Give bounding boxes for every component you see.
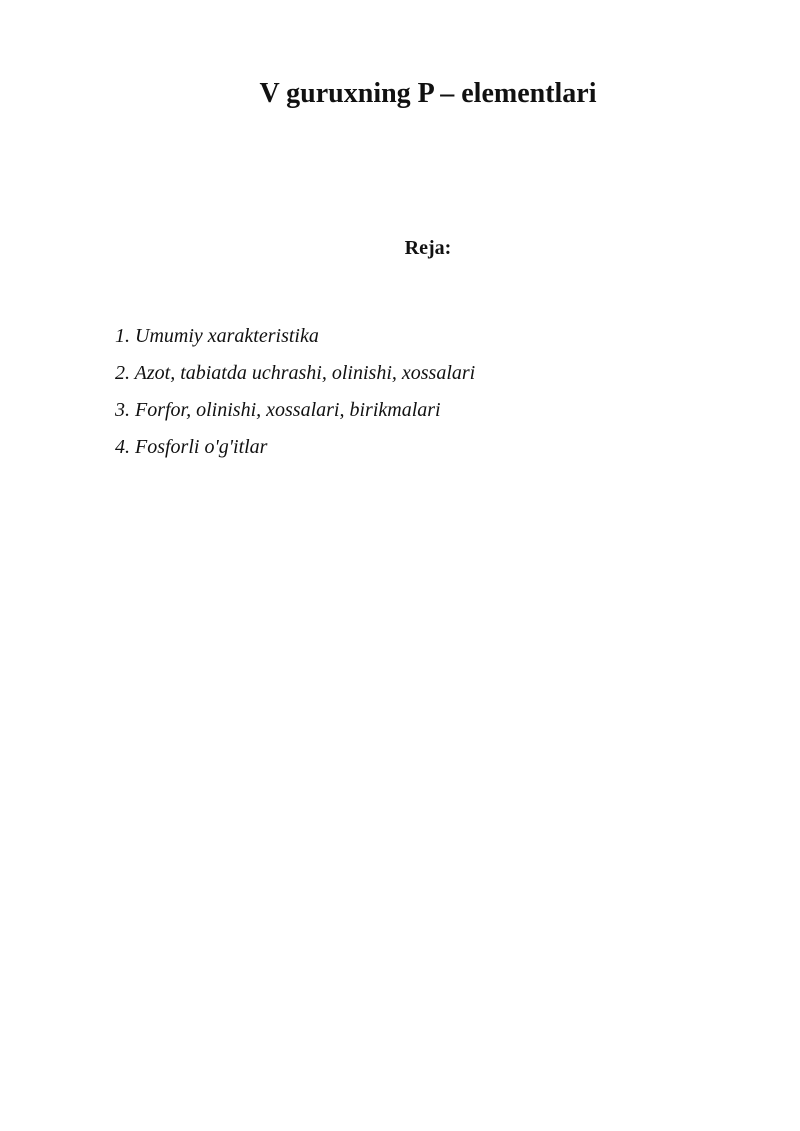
plan-heading: Reja: bbox=[404, 237, 452, 259]
document-title: V guruxning P – elementlari bbox=[259, 78, 597, 109]
plan-item-1: 1. Umumiy xarakteristika bbox=[115, 325, 319, 347]
plan-item-4: 4. Fosforli o'g'itlar bbox=[115, 436, 268, 458]
plan-list bbox=[115, 318, 475, 466]
plan-item-2: 2. Azot, tabiatda uchrashi, olinishi, xossalari bbox=[115, 362, 476, 384]
plan-item-3: 3. Forfor, olinishi, xossalari, birikmalari bbox=[115, 399, 441, 421]
